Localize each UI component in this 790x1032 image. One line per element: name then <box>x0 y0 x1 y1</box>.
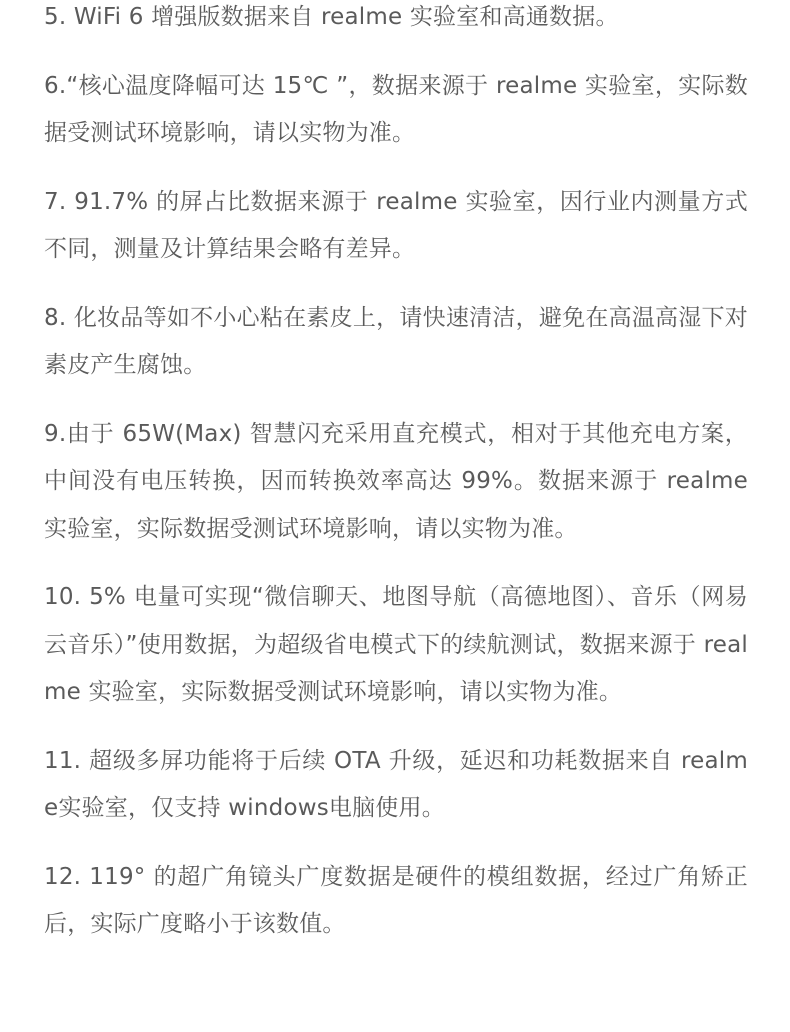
note-8: 8. 化妆品等如不小心粘在素皮上，请快速清洁，避免在高温高湿下对素皮产生腐蚀。 <box>44 304 748 378</box>
note-11: 11. 超级多屏功能将于后续 OTA 升级，延迟和功耗数据来自 realme实验室，仅支持 windows电脑使用。 <box>44 747 748 821</box>
note-6: 6.“核心温度降幅可达 15℃ ”，数据来源于 realme 实验室，实际数据受测试环境影响，请以实物为准。 <box>44 72 748 146</box>
note-12: 12. 119° 的超广角镜头广度数据是硬件的模组数据，经过广角矫正后，实际广度略小于该数值。 <box>44 863 748 937</box>
note-5: 5. WiFi 6 增强版数据来自 realme 实验室和高通数据。 <box>44 4 619 30</box>
note-7: 7. 91.7% 的屏占比数据来源于 realme 实验室，因行业内测量方式不同，测量及计算结果会略有差异。 <box>44 188 748 262</box>
note-9: 9.由于 65W(Max) 智慧闪充采用直充模式，相对于其他充电方案，中间没有电压转换，因而转换效率高达 99%。数据来源于 realme 实验室，实际数据受测试环境影响，请以实物为准。 <box>44 420 748 542</box>
note-10: 10. 5% 电量可实现“微信聊天、地图导航（高德地图）、音乐（网易云音乐）”使用数据，为超级省电模式下的续航测试，数据来源于 realme 实验室，实际数据受测试环境影响，请以实物为准。 <box>44 584 748 705</box>
disclaimer-notes <box>44 0 748 970</box>
